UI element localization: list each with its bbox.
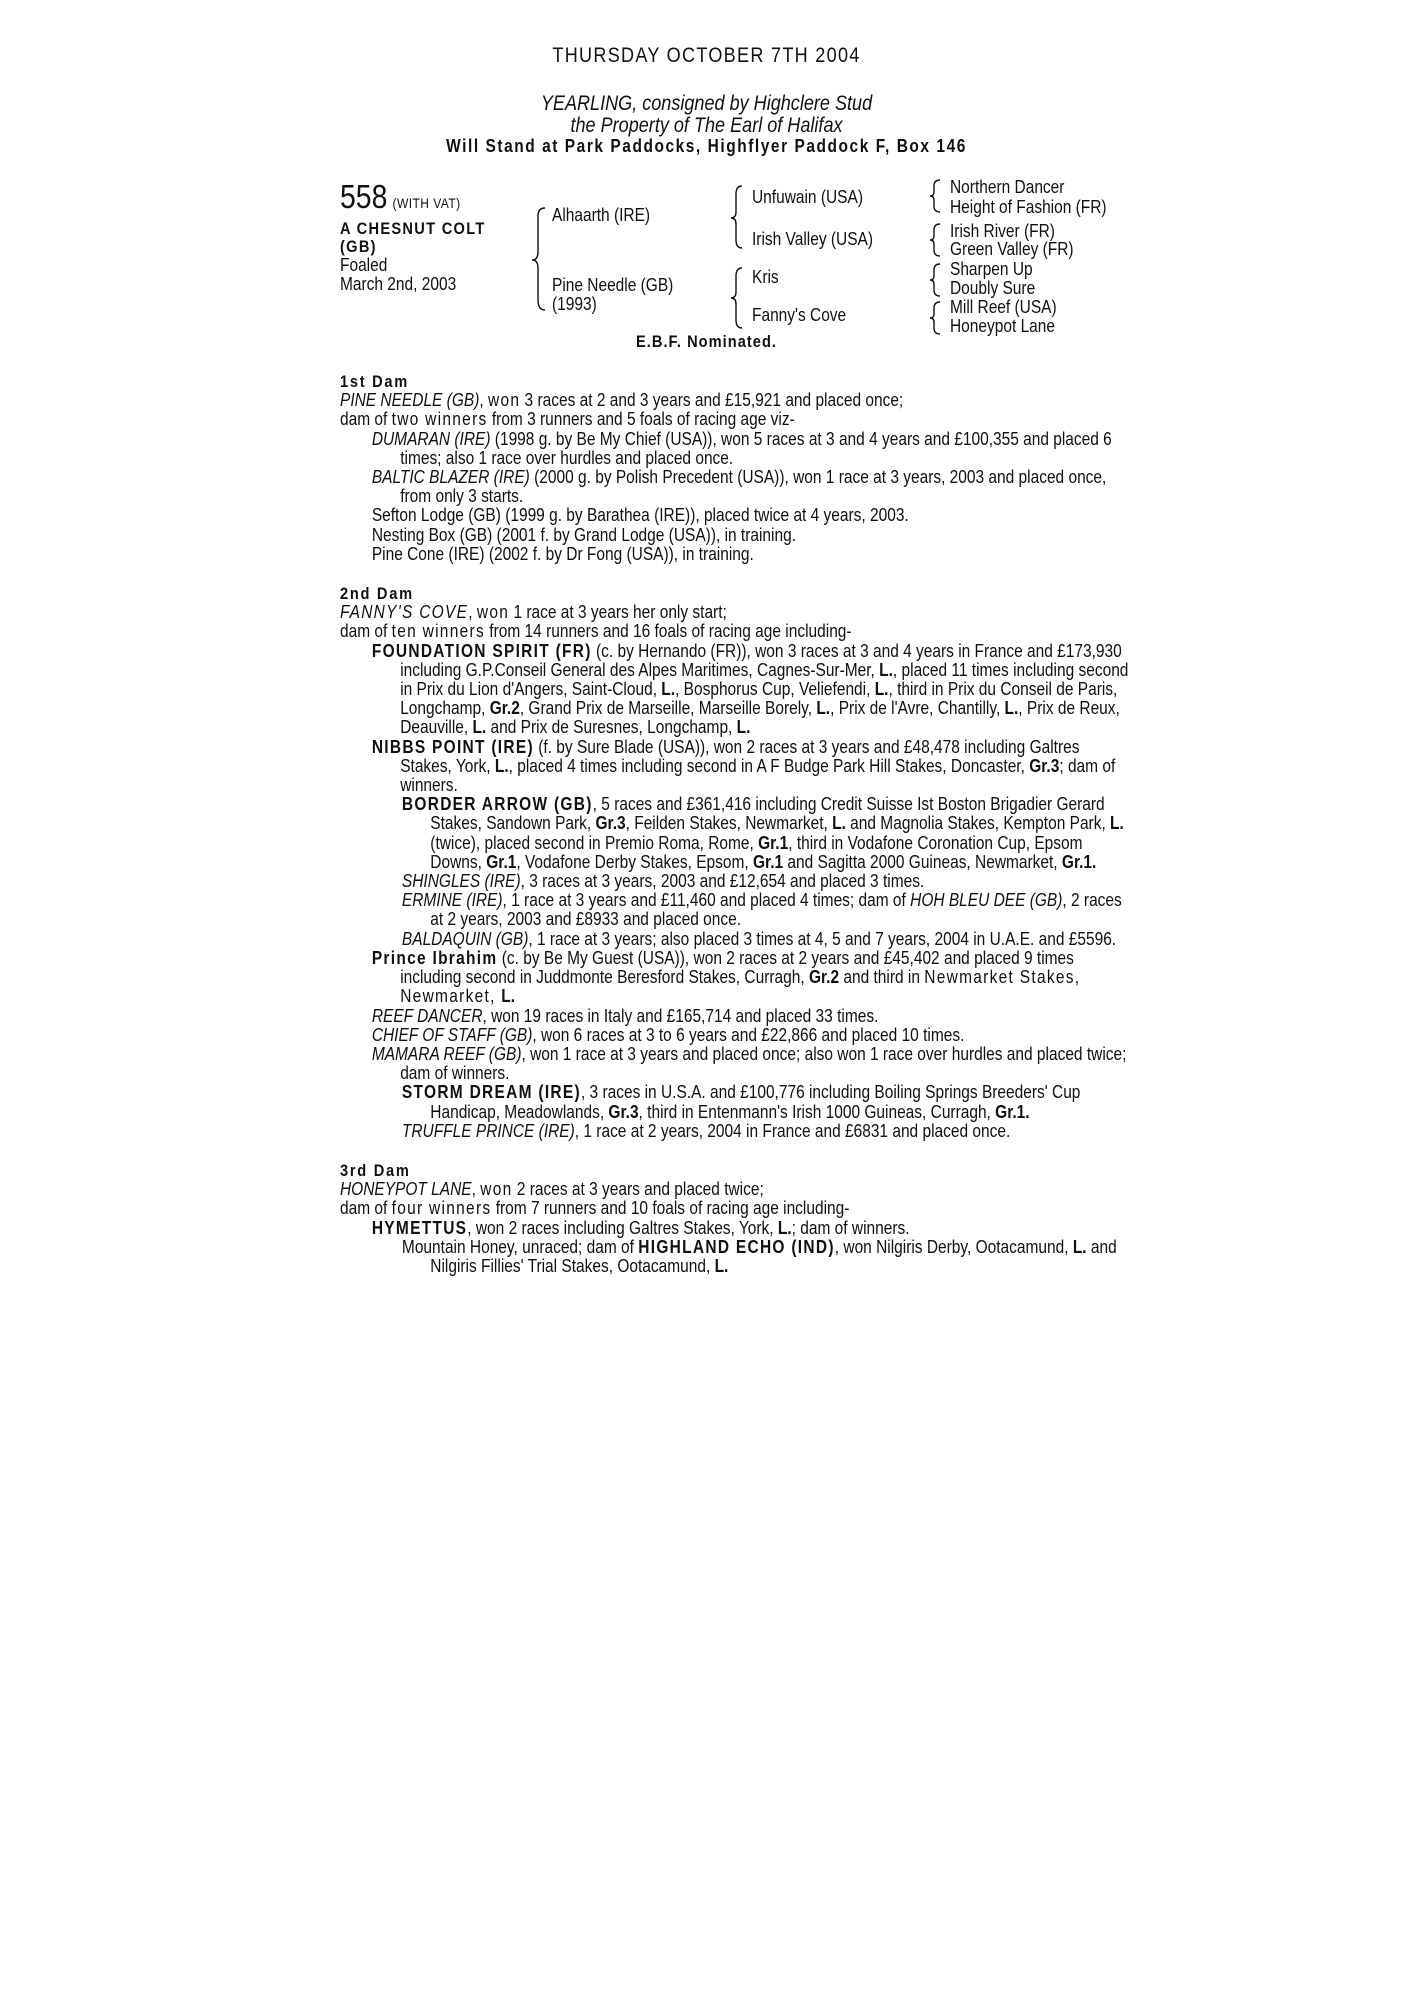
pedigree-brace-g3-1 [930, 180, 940, 212]
pedigree-brace-dam [731, 268, 742, 328]
stand-location: Will Stand at Park Paddocks, Highflyer Paddock F, Box 146 [446, 136, 967, 156]
produce-entry: TRUFFLE PRINCE (IRE), 1 race at 2 years, 2004 in France and £6831 and placed once. [401, 1120, 1011, 1141]
produce-entry: Pine Cone (IRE) (2002 f. by Dr Fong (USA)), in training. [371, 543, 754, 564]
pedigree-g3-6: Doubly Sure [950, 278, 1036, 298]
pedigree-dam [552, 276, 673, 314]
pedigree-g3-2: Height of Fashion (FR) [950, 197, 1107, 217]
second-dam-produce-summary: dam of ten winners from 14 runners and 16 foals of racing age including- [340, 621, 852, 642]
third-dam-record: HONEYPOT LANE, won 2 races at 3 years and placed twice; [340, 1179, 764, 1200]
pedigree-sire-dam: Irish Valley (USA) [752, 229, 874, 249]
vat-note: (WITH VAT) [392, 195, 461, 211]
pedigree-braces [0, 0, 1413, 360]
produce-entry: REEF DANCER, won 19 races in Italy and £165,714 and placed 33 times. [371, 1005, 879, 1026]
produce-entry: HYMETTUS, won 2 races including Galtres Stakes, York, L.; dam of winners. [371, 1217, 910, 1238]
pedigree-g3-1: Northern Dancer [950, 177, 1065, 197]
sale-date: THURSDAY OCTOBER 7TH 2004 [552, 44, 861, 67]
first-dam-name: PINE NEEDLE (GB) [340, 390, 480, 411]
foaled-label: Foaled [340, 255, 388, 275]
pedigree-brace-g3-2 [930, 224, 940, 256]
foaled-date: March 2nd, 2003 [340, 274, 457, 294]
pedigree-brace-sire [731, 186, 742, 248]
pedigree-brace-g3-3 [930, 264, 940, 296]
pedigree-dam-year: (1993) [552, 294, 597, 314]
first-dam-heading: 1st Dam [340, 372, 409, 391]
produce-entry: ERMINE (IRE), 1 race at 3 years and £11,460 and placed 4 times; dam of HOH BLEU DEE (GB), 2 races at 2 years, 2003 and £8933 and placed once. [401, 890, 1122, 930]
produce-entry: NIBBS POINT (IRE) (f. by Sure Blade (USA)), won 2 races at 3 years and £48,478 including Galtres Stakes, York, L., placed 4 times including second in A F Budge Park Hill Stakes, Doncaster, Gr.3; dam of winners. [371, 736, 1116, 796]
produce-entry: BALDAQUIN (GB), 1 race at 3 years; also placed 3 times at 4, 5 and 7 years, 2004 in U.A.E. and £5596. [401, 928, 1117, 949]
pedigree-dam-name: Pine Needle (GB) [552, 275, 674, 295]
produce-entry: BALTIC BLAZER (IRE) (2000 g. by Polish Precedent (USA)), won 1 race at 3 years, 2003 and placed once, from only 3 starts. [371, 467, 1107, 507]
produce-entry: SHINGLES (IRE), 3 races at 3 years, 2003 and £12,654 and placed 3 times. [401, 871, 925, 892]
second-dam-record: FANNY'S COVE, won 1 race at 3 years her only start; [340, 602, 727, 623]
pedigree-sire-sire: Unfuwain (USA) [752, 187, 863, 207]
sex-country: (GB) [340, 237, 377, 256]
produce-entry: Mountain Honey, unraced; dam of HIGHLAND ECHO (IND), won Nilgiris Derby, Ootacamund, L. and Nilgiris Fillies' Trial Stakes, Ootacamund, L. [401, 1236, 1117, 1276]
pedigree-dam-sire: Kris [752, 267, 779, 287]
pedigree-brace-g3-4 [930, 302, 940, 334]
produce-entry: BORDER ARROW (GB), 5 races and £361,416 including Credit Suisse Ist Boston Brigadier Gerard Stakes, Sandown Park, Gr.3, Feilden Stakes, Newmarket, L. and Magnolia Stakes, Kempton Park, L. (twice), placed second in Premio Roma, Rome, Gr.1, third in Vodafone Coronation Cup, Epsom Downs, Gr.1, Vodafone Derby Stakes, Epsom, Gr.1 and Sagitta 2000 Guineas, Newmarket, Gr.1. [401, 794, 1124, 872]
produce-entry: Prince Ibrahim (c. by Be My Guest (USA)), won 2 races at 2 years and £45,402 and placed 9 times including second in Juddmonte Beresford Stakes, Curragh, Gr.2 and third in Newmarket Stakes, Newmarket, L. [371, 947, 1081, 1007]
catalogue-body [340, 372, 1130, 1276]
pedigree-g3-5: Sharpen Up [950, 259, 1033, 279]
third-dam-heading: 3rd Dam [340, 1160, 411, 1180]
lot-number: 558 [340, 178, 388, 215]
consignment-line: YEARLING, consigned by Highclere Stud [540, 92, 873, 115]
produce-entry: MAMARA REEF (GB), won 1 race at 3 years and placed once; also won 1 race over hurdles and placed twice; dam of winners. [371, 1043, 1127, 1084]
pedigree-g3-3: Irish River (FR) [950, 221, 1055, 241]
produce-entry: DUMARAN (IRE) (1998 g. by Be My Chief (USA)), won 5 races at 3 and 4 years and £100,355 and placed 6 times; also 1 race over hurdles and placed once. [371, 428, 1112, 468]
sex-line: A CHESNUT COLT [340, 219, 486, 238]
third-dam-produce-summary: dam of four winners from 7 runners and 10 foals of racing age including- [340, 1198, 850, 1219]
produce-entry: Sefton Lodge (GB) (1999 g. by Barathea (IRE)), placed twice at 4 years, 2003. [371, 505, 909, 526]
pedigree-g3-4: Green Valley (FR) [950, 239, 1074, 259]
pedigree-g3-7: Mill Reef (USA) [950, 297, 1057, 317]
produce-entry: Nesting Box (GB) (2001 f. by Grand Lodge (USA)), in training. [371, 524, 797, 545]
first-dam-record: PINE NEEDLE (GB), won 3 races at 2 and 3 years and £15,921 and placed once; [340, 390, 904, 411]
pedigree-g3-8: Honeypot Lane [950, 316, 1056, 336]
produce-entry: FOUNDATION SPIRIT (FR) (c. by Hernando (FR)), won 3 races at 3 and 4 years in France and £173,930 including G.P.Conseil General des Alpes Maritimes, Cagnes-Sur-Mer, L., placed 11 times including second in Prix du Lion d'Angers, Saint-Cloud, L., Bosphorus Cup, Veliefendi, L., third in Prix du Conseil de Paris, Longchamp, Gr.2, Grand Prix de Marseille, Marseille Borely, L., Prix de l'Avre, Chantilly, L., Prix de Reux, Deauville, L. and Prix de Suresnes, Longchamp, L. [371, 640, 1129, 738]
third-dam-name: HONEYPOT LANE [340, 1179, 472, 1200]
produce-entry: CHIEF OF STAFF (GB), won 6 races at 3 to 6 years and £22,866 and placed 10 times. [371, 1024, 965, 1045]
property-line: the Property of The Earl of Halifax [570, 114, 843, 137]
ebf-nominated: E.B.F. Nominated. [635, 332, 778, 351]
second-dam-heading: 2nd Dam [340, 584, 414, 604]
pedigree-dam-dam: Fanny's Cove [752, 305, 847, 325]
produce-entry: STORM DREAM (IRE), 3 races in U.S.A. and £100,776 including Boiling Springs Breeders' Cup Handicap, Meadowlands, Gr.3, third in Entenmann's Irish 1000 Guineas, Curragh, Gr.1. [401, 1082, 1081, 1122]
pedigree-brace-main [532, 208, 545, 310]
pedigree-sire: Alhaarth (IRE) [552, 205, 651, 225]
second-dam-name: FANNY'S COVE [340, 602, 469, 623]
first-dam-produce-summary: dam of two winners from 3 runners and 5 foals of racing age viz- [340, 409, 795, 430]
